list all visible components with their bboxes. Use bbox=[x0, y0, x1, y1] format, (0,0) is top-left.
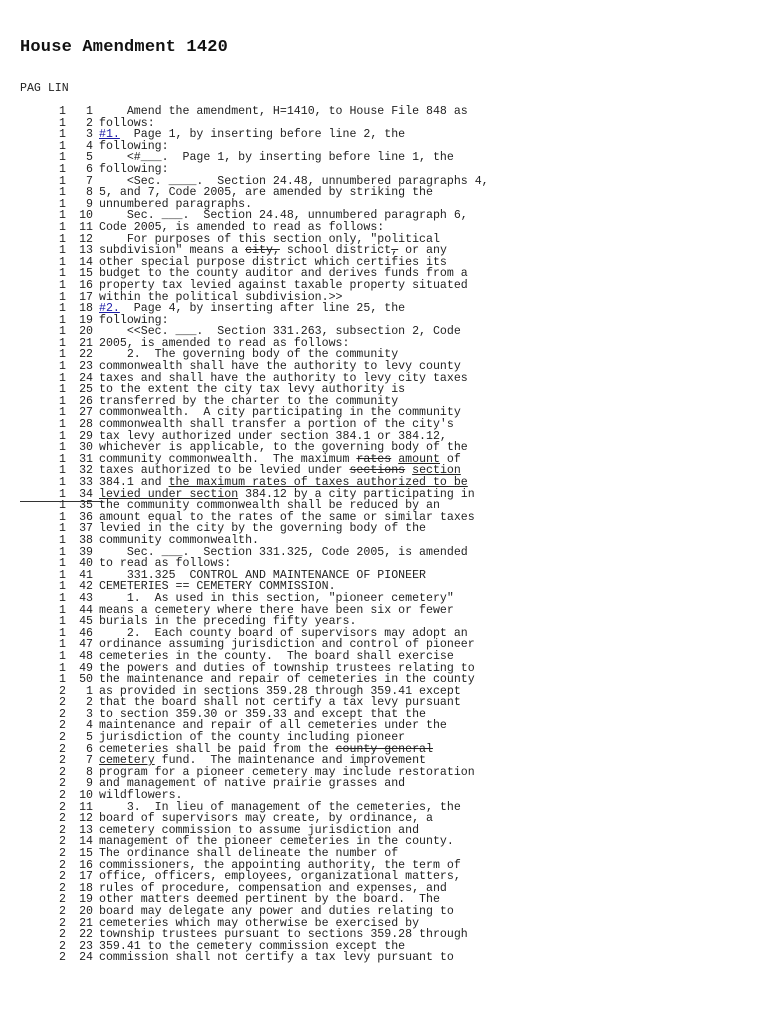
line-number: 48 bbox=[79, 649, 93, 663]
page-number: 1 bbox=[59, 580, 66, 594]
line-number: 12 bbox=[79, 812, 93, 826]
inserted-text: levied under section bbox=[99, 487, 239, 501]
text-segment: board may delegate any power and duties relating to bbox=[99, 904, 454, 918]
text-segment: burials in the preceding fifty years. bbox=[99, 615, 357, 629]
text-segment: to the extent the city tax levy authority is bbox=[99, 383, 406, 397]
text-segment: and management of native prairie grasses and bbox=[99, 777, 406, 791]
text-segment: cemetery commission to assume jurisdiction and bbox=[99, 823, 420, 837]
line-number: 21 bbox=[79, 336, 93, 350]
page-number: 1 bbox=[59, 464, 66, 478]
page-number: 2 bbox=[59, 916, 66, 930]
page-number: 1 bbox=[59, 383, 66, 397]
line-number: 26 bbox=[79, 394, 93, 408]
line-number: 13 bbox=[79, 823, 93, 837]
text-segment: Amend the amendment, H=1410, to House File 848 as bbox=[99, 105, 468, 118]
line-number: 14 bbox=[79, 255, 93, 269]
text-segment: that the board shall not certify a tax levy pursuant bbox=[99, 696, 461, 710]
page-number: 2 bbox=[59, 789, 66, 803]
line-number: 15 bbox=[79, 847, 93, 860]
text-segment: budget to the county auditor and derives funds from a bbox=[99, 267, 468, 281]
text-segment: community commonwealth. bbox=[99, 533, 260, 547]
document-line bbox=[20, 952, 489, 964]
line-number: 9 bbox=[86, 197, 93, 211]
text-segment: fund. The maintenance and improvement bbox=[154, 754, 427, 768]
text-segment: 2005, is amended to read as follows: bbox=[99, 336, 350, 350]
page-number: 2 bbox=[59, 742, 66, 756]
line-number: 2 bbox=[86, 116, 93, 130]
line-number: 36 bbox=[79, 510, 93, 524]
text-segment: For purposes of this section only, "political bbox=[99, 232, 440, 246]
line-number: 47 bbox=[79, 638, 93, 652]
line-number: 18 bbox=[79, 302, 93, 316]
line-number: 41 bbox=[79, 568, 93, 582]
text-segment: other matters deemed pertinent by the board. The bbox=[99, 893, 440, 907]
text-segment: board of supervisors may create, by ordinance, a bbox=[99, 812, 433, 826]
line-number: 38 bbox=[79, 533, 93, 547]
page-number: 1 bbox=[59, 197, 66, 211]
page-number: 1 bbox=[59, 406, 66, 420]
text-segment: management of the pioneer cemeteries in the county. bbox=[99, 835, 454, 849]
text-segment: taxes authorized to be levied under bbox=[99, 464, 350, 478]
line-number: 32 bbox=[79, 464, 93, 478]
page-number: 2 bbox=[59, 939, 66, 953]
line-number: 25 bbox=[79, 383, 93, 397]
text-segment: 1. As used in this section, "pioneer cemetery" bbox=[99, 591, 454, 605]
text-segment: cemeteries which may otherwise be exercised by bbox=[99, 916, 420, 930]
page-number: 2 bbox=[59, 870, 66, 884]
page-number: 1 bbox=[59, 371, 66, 385]
page-number: 1 bbox=[59, 128, 66, 142]
page-number: 2 bbox=[59, 893, 66, 907]
page-number: 1 bbox=[59, 476, 66, 489]
text-segment: levied in the city by the governing body of the bbox=[99, 522, 426, 536]
line-number: 30 bbox=[79, 441, 93, 455]
text-segment: Sec. ___. Section 331.325, Code 2005, is amended bbox=[99, 545, 468, 559]
line-number: 37 bbox=[79, 522, 93, 536]
line-number: 21 bbox=[79, 916, 93, 930]
line-number: 40 bbox=[79, 557, 93, 571]
page-number: 1 bbox=[59, 441, 66, 455]
text-segment: transferred by the charter to the community bbox=[99, 394, 399, 408]
line-number: 31 bbox=[79, 452, 93, 466]
text-segment: to read as follows: bbox=[99, 557, 232, 571]
line-number: 3 bbox=[86, 707, 93, 721]
page-number: 1 bbox=[59, 394, 66, 408]
text-segment: cemeteries in the county. The board shall exercise bbox=[99, 649, 454, 663]
line-text bbox=[99, 952, 454, 964]
line-number: 10 bbox=[79, 789, 93, 803]
line-number: 43 bbox=[79, 591, 93, 605]
line-number: 13 bbox=[79, 244, 93, 258]
line-number: 20 bbox=[79, 325, 93, 339]
struck-text: rates bbox=[356, 452, 392, 466]
line-number: 49 bbox=[79, 661, 93, 675]
page-number: 1 bbox=[59, 638, 66, 652]
inserted-text: section bbox=[412, 464, 461, 478]
text-segment: whichever is applicable, to the governing body of the bbox=[99, 441, 468, 455]
text-segment: as provided in sections 359.28 through 359.41 except bbox=[99, 684, 461, 698]
page-number: 1 bbox=[59, 568, 66, 582]
text-segment: Page 4, by inserting after line 25, the bbox=[119, 302, 406, 316]
line-number: 27 bbox=[79, 406, 93, 420]
text-segment: to section 359.30 or 359.33 and except that the bbox=[99, 707, 426, 721]
inserted-text: amount bbox=[398, 452, 440, 466]
text-segment: <<Sec. ___. Section 331.263, subsection 2, Code bbox=[99, 325, 461, 339]
page-number: 1 bbox=[59, 232, 66, 246]
line-number: 7 bbox=[86, 754, 93, 768]
line-number: 39 bbox=[79, 545, 93, 559]
text-segment: <#___. Page 1, by inserting before line 1, the bbox=[99, 151, 454, 165]
page-number: 1 bbox=[59, 348, 66, 362]
line-number: 29 bbox=[79, 429, 93, 443]
page-number: 2 bbox=[59, 754, 66, 768]
text-segment: 359.41 to the cemetery commission except the bbox=[99, 939, 406, 953]
text-segment: 2. Each county board of supervisors may adopt an bbox=[99, 626, 468, 640]
page-number: 2 bbox=[59, 777, 66, 791]
line-number: 44 bbox=[79, 603, 93, 617]
line-number: 42 bbox=[79, 580, 93, 594]
text-segment: or any bbox=[398, 244, 447, 258]
page-number: 2 bbox=[59, 847, 66, 860]
line-number: 15 bbox=[79, 267, 93, 281]
page-number: 2 bbox=[59, 765, 66, 779]
text-segment: within the political subdivision.>> bbox=[99, 290, 343, 304]
struck-text: sections bbox=[349, 464, 406, 478]
page-number: 1 bbox=[59, 533, 66, 547]
text-segment: school district bbox=[279, 244, 392, 258]
line-number: 5 bbox=[86, 731, 93, 745]
page-number: 2 bbox=[59, 684, 66, 698]
page-number: 1 bbox=[59, 220, 66, 234]
page-number: 2 bbox=[59, 881, 66, 895]
text-segment: Code 2005, is amended to read as follows: bbox=[99, 220, 385, 234]
line-number: 23 bbox=[79, 360, 93, 374]
struck-text: , bbox=[391, 244, 399, 258]
amendment-text-body bbox=[20, 106, 489, 964]
text-segment: 5, and 7, Code 2005, are amended by striking the bbox=[99, 186, 433, 200]
line-number: 4 bbox=[86, 719, 93, 733]
page-number: 1 bbox=[59, 151, 66, 165]
page-number: 1 bbox=[59, 360, 66, 374]
page-number: 2 bbox=[59, 858, 66, 872]
text-segment: cemeteries shall be paid from the bbox=[99, 742, 336, 756]
page-number: 1 bbox=[59, 452, 66, 466]
line-number: 23 bbox=[79, 939, 93, 953]
text-segment: unnumbered paragraphs. bbox=[99, 197, 253, 211]
page-number: 1 bbox=[59, 661, 66, 675]
line-number: 45 bbox=[79, 615, 93, 629]
text-segment: the maintenance and repair of cemeteries in the county bbox=[99, 673, 475, 687]
line-number: 12 bbox=[79, 232, 93, 246]
text-segment: the powers and duties of township trustees relating to bbox=[99, 661, 475, 675]
inserted-text: cemetery bbox=[99, 754, 155, 768]
page-number: 1 bbox=[59, 244, 66, 258]
page-number: 1 bbox=[59, 209, 66, 223]
line-number: 16 bbox=[79, 858, 93, 872]
page-number: 1 bbox=[59, 325, 66, 339]
page-number: 1 bbox=[59, 290, 66, 304]
page-number: 2 bbox=[59, 951, 66, 965]
page-number: 1 bbox=[59, 302, 66, 316]
page-number: 1 bbox=[59, 105, 66, 118]
line-number: 1 bbox=[86, 105, 93, 118]
text-segment: of bbox=[439, 452, 461, 466]
line-number: 5 bbox=[86, 151, 93, 165]
page-number: 1 bbox=[59, 186, 66, 200]
text-segment: office, officers, employees, organizational matters, bbox=[99, 870, 461, 884]
page-number: 1 bbox=[59, 116, 66, 130]
document-line bbox=[20, 187, 489, 199]
page-number: 1 bbox=[59, 267, 66, 281]
line-number: 24 bbox=[79, 951, 93, 965]
text-segment: 2. The governing body of the community bbox=[99, 348, 399, 362]
line-number: 16 bbox=[79, 278, 93, 292]
line-number: 9 bbox=[86, 777, 93, 791]
struck-text: county general bbox=[335, 742, 433, 756]
line-number: 17 bbox=[79, 870, 93, 884]
page-number: 2 bbox=[59, 904, 66, 918]
line-number: 28 bbox=[79, 418, 93, 432]
line-number: 33 bbox=[79, 476, 93, 489]
amendment-item-link[interactable]: #2. bbox=[99, 302, 120, 316]
page-number: 1 bbox=[59, 499, 66, 513]
page-number: 1 bbox=[59, 418, 66, 432]
page-number: 2 bbox=[59, 731, 66, 745]
line-number: 35 bbox=[79, 499, 93, 513]
page-number: 1 bbox=[59, 591, 66, 605]
text-segment: commonwealth shall have the authority to levy county bbox=[99, 360, 461, 374]
line-number: 22 bbox=[79, 348, 93, 362]
line-number: 8 bbox=[86, 765, 93, 779]
line-number: 10 bbox=[79, 209, 93, 223]
amendment-item-link[interactable]: #1. bbox=[99, 128, 120, 142]
document-line bbox=[20, 106, 489, 118]
page-number: 1 bbox=[59, 603, 66, 617]
page-number: 1 bbox=[59, 336, 66, 350]
line-number: 11 bbox=[79, 220, 93, 234]
line-number: 22 bbox=[79, 928, 93, 942]
text-segment: subdivision" means a bbox=[99, 244, 246, 258]
line-number: 3 bbox=[86, 128, 93, 142]
document-title: House Amendment 1420 bbox=[20, 38, 229, 57]
pag-lin-header: PAG LIN bbox=[20, 82, 69, 95]
page-number: 1 bbox=[59, 615, 66, 629]
text-segment: program for a pioneer cemetery may include restoration bbox=[99, 765, 475, 779]
line-number: 7 bbox=[86, 174, 93, 188]
page-number: 2 bbox=[59, 928, 66, 942]
struck-text: city, bbox=[245, 244, 280, 258]
text-segment: ordinance assuming jurisdiction and control of pioneer bbox=[99, 638, 475, 652]
text-segment: commonwealth. A city participating in the community bbox=[99, 406, 461, 420]
text-segment: tax levy authorized under section 384.1 or 384.12, bbox=[99, 429, 447, 443]
text-segment: commission shall not certify a tax levy pursuant to bbox=[99, 951, 454, 965]
text-segment: means a cemetery where there have been six or fewer bbox=[99, 603, 454, 617]
line-number: 50 bbox=[79, 673, 93, 687]
page-number: 1 bbox=[59, 174, 66, 188]
line-number: 20 bbox=[79, 904, 93, 918]
text-segment: 3. In lieu of management of the cemeteries, the bbox=[99, 800, 461, 814]
text-segment: township trustees pursuant to sections 359.28 through bbox=[99, 928, 468, 942]
text-segment: The ordinance shall delineate the number of bbox=[99, 847, 399, 860]
text-segment: 384.12 by a city participating in bbox=[238, 487, 475, 501]
page-number: 2 bbox=[59, 707, 66, 721]
text-segment: following: bbox=[99, 139, 169, 153]
text-segment: commonwealth shall transfer a portion of the city's bbox=[99, 418, 454, 432]
line-number: 19 bbox=[79, 313, 93, 327]
line-number: 6 bbox=[86, 162, 93, 176]
line-number: 19 bbox=[79, 893, 93, 907]
line-number: 8 bbox=[86, 186, 93, 200]
text-segment: CEMETERIES == CEMETERY COMMISSION. bbox=[99, 580, 336, 594]
page-number: 1 bbox=[59, 429, 66, 443]
line-number: 18 bbox=[79, 881, 93, 895]
page-number: 1 bbox=[59, 162, 66, 176]
line-number: 46 bbox=[79, 626, 93, 640]
page-number: 2 bbox=[59, 719, 66, 733]
text-segment: <Sec. ____. Section 24.48, unnumbered paragraphs 4, bbox=[99, 174, 489, 188]
text-segment: taxes and shall have the authority to levy city taxes bbox=[99, 371, 468, 385]
page-number: 1 bbox=[59, 673, 66, 687]
line-marker-rule bbox=[20, 501, 103, 502]
text-segment: following: bbox=[99, 313, 169, 327]
page-number: 1 bbox=[59, 255, 66, 269]
text-segment: rules of procedure, compensation and expenses, and bbox=[99, 881, 447, 895]
page-number: 1 bbox=[59, 545, 66, 559]
page-number: 2 bbox=[59, 800, 66, 814]
text-segment: wildflowers. bbox=[99, 789, 183, 803]
page-number: 1 bbox=[59, 278, 66, 292]
page-number: 2 bbox=[59, 835, 66, 849]
text-segment: 331.325 CONTROL AND MAINTENANCE OF PIONEER bbox=[99, 568, 426, 582]
page-number: 1 bbox=[59, 649, 66, 663]
text-segment: the community commonwealth shall be reduced by an bbox=[99, 499, 440, 513]
line-number: 2 bbox=[86, 696, 93, 710]
line-number: 17 bbox=[79, 290, 93, 304]
inserted-text: the maximum rates of taxes authorized to be bbox=[168, 476, 468, 489]
page-number: 1 bbox=[59, 313, 66, 327]
line-number: 34 bbox=[79, 487, 93, 501]
text-segment: 384.1 and bbox=[99, 476, 169, 489]
line-number: 14 bbox=[79, 835, 93, 849]
text-segment: jurisdiction of the county including pioneer bbox=[99, 731, 406, 745]
page-number: 1 bbox=[59, 626, 66, 640]
text-segment: Sec. ___. Section 24.48, unnumbered paragraph 6, bbox=[99, 209, 468, 223]
page-number: 1 bbox=[59, 139, 66, 153]
text-segment: following: bbox=[99, 162, 169, 176]
page-number: 1 bbox=[59, 487, 66, 501]
text-segment: property tax levied against taxable property situated bbox=[99, 278, 468, 292]
text-segment: other special purpose district which certifies its bbox=[99, 255, 447, 269]
line-number: 24 bbox=[79, 371, 93, 385]
page-number: 2 bbox=[59, 812, 66, 826]
page-number: 1 bbox=[59, 557, 66, 571]
line-number: 11 bbox=[79, 800, 93, 814]
line-number: 1 bbox=[86, 684, 93, 698]
text-segment: follows: bbox=[99, 116, 155, 130]
line-number: 4 bbox=[86, 139, 93, 153]
text-segment: community commonwealth. The maximum bbox=[99, 452, 357, 466]
document-line bbox=[20, 303, 489, 315]
page-number: 2 bbox=[59, 823, 66, 837]
text-segment: Page 1, by inserting before line 2, the bbox=[119, 128, 406, 142]
text-segment: amount equal to the rates of the same or similar taxes bbox=[99, 510, 475, 524]
page-number: 1 bbox=[59, 522, 66, 536]
page-number: 2 bbox=[59, 696, 66, 710]
text-segment: commissioners, the appointing authority, the term of bbox=[99, 858, 461, 872]
text-segment: maintenance and repair of all cemeteries under the bbox=[99, 719, 447, 733]
page-number: 1 bbox=[59, 510, 66, 524]
line-number: 6 bbox=[86, 742, 93, 756]
